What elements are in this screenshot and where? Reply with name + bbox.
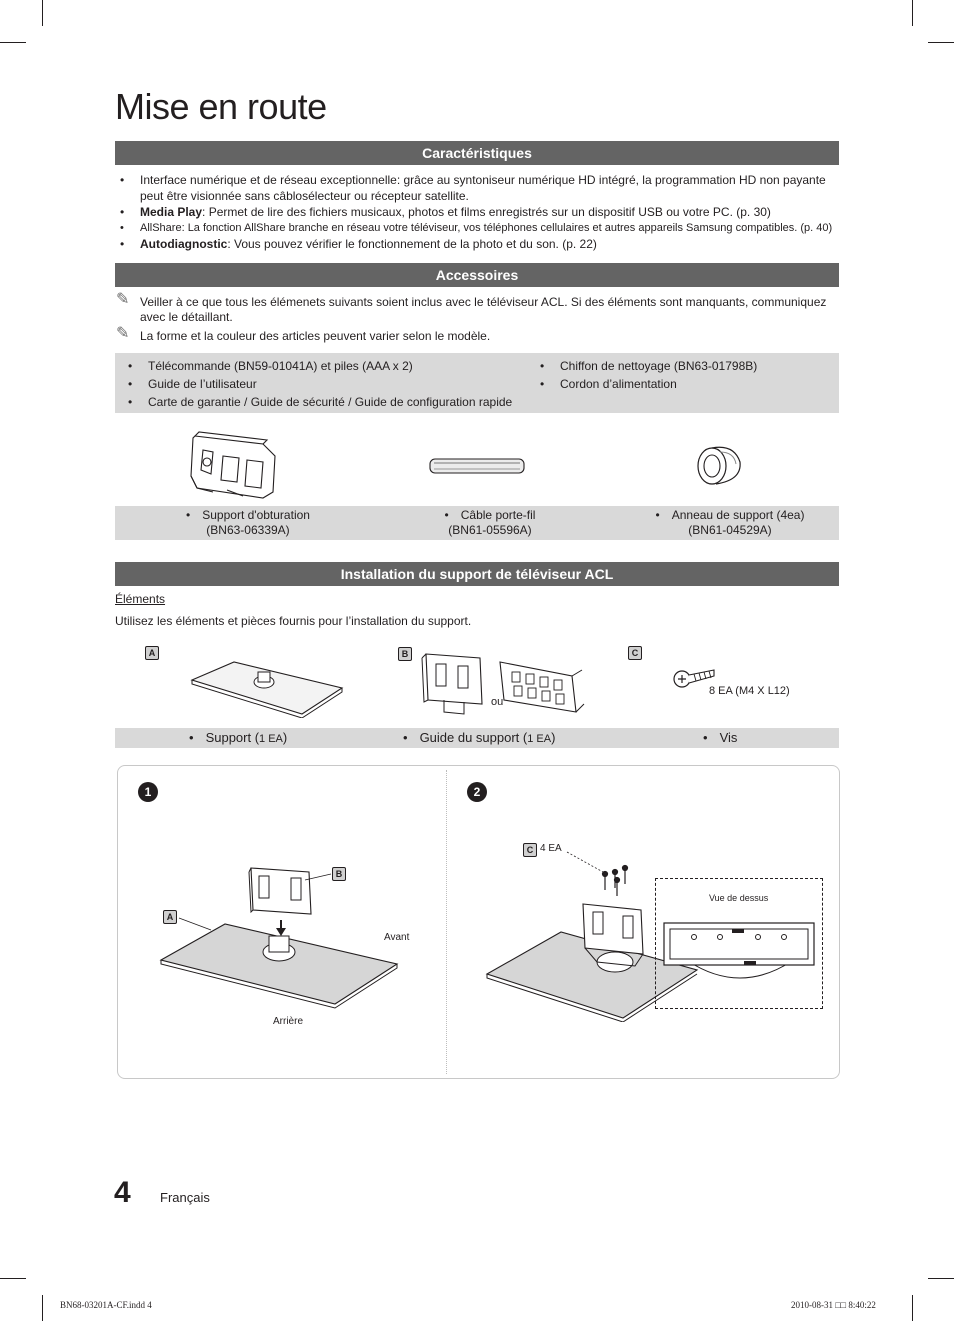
cover-bracket-icon: [183, 430, 283, 502]
crop-mark: [912, 1295, 913, 1321]
part-caption: • Câble porte-fil (BN61-05596A): [444, 508, 536, 537]
label-b-badge: B: [332, 867, 346, 881]
stand-guide-icon: [420, 650, 488, 718]
component-caption: • Guide du support (1 EA): [403, 730, 556, 745]
features-list: [120, 172, 840, 252]
list-item: • Autodiagnostic: Vous pouvez vérifier le fonctionnement de la photo et du son. (p. 22): [120, 236, 840, 252]
section-header-features: Caractéristiques: [115, 141, 839, 165]
note: ✎ La forme et la couleur des articles peuvent varier selon le modèle.: [116, 325, 491, 343]
stand-base-icon: [190, 658, 345, 718]
note: ✎ Veiller à ce que tous les élémenets suivants soient inclus avec le téléviseur ACL. Si des éléments sont manquants, communiquez avec le détaillant.: [116, 291, 827, 324]
label-c-badge: C: [523, 843, 537, 857]
screws-four-label: 4 EA: [540, 843, 562, 854]
component-caption: • Vis: [703, 730, 738, 745]
crop-mark: [912, 0, 913, 26]
list-item: • Media Play: Permet de lire des fichiers musicaux, photos et films enregistrés sur un dispositif USB ou votre PC. (p. 30): [120, 204, 840, 220]
part-caption: • Support d'obturation (BN63-06339A): [186, 508, 310, 537]
component-caption: • Support (1 EA): [189, 730, 288, 745]
front-label: Avant: [384, 932, 410, 943]
list-item: • Guide de l’utilisateur: [128, 375, 512, 393]
footer-file-name: BN68-03201A-CF.indd 4: [60, 1300, 152, 1310]
list-item: • AllShare: La fonction AllShare branche en réseau votre téléviseur, vos téléphones cellulaires et autres appareils Samsung compatibles. (p. 40): [120, 220, 840, 236]
stand-guide-alt-icon: [498, 658, 586, 718]
section-header-accessories: Accessoires: [115, 263, 839, 287]
crop-mark: [42, 0, 43, 26]
list-item: • Carte de garantie / Guide de sécurité / Guide de configuration rapide: [128, 393, 512, 411]
list-item: • Cordon d’alimentation: [540, 375, 757, 393]
rear-label: Arrière: [273, 1016, 304, 1027]
part-caption: • Anneau de support (4ea) (BN61-04529A): [655, 508, 805, 537]
step-1-badge: 1: [138, 782, 158, 802]
accessories-list-right: [540, 357, 757, 393]
list-item: • Interface numérique et de réseau exceptionnelle: grâce au syntoniseur numérique HD intégré, la programmation HD non payante peut être visionnée sans câblosélecteur ou récepteur satellite.: [120, 172, 840, 204]
crop-mark: [0, 1278, 26, 1279]
page-number: 4: [114, 1176, 131, 1209]
step-2-badge: 2: [467, 782, 487, 802]
footer-date: 2010-08-31 □□ 8:40:22: [791, 1300, 876, 1310]
crop-mark: [928, 42, 954, 43]
screw-quantity: 8 EA (M4 X L12): [709, 685, 790, 697]
step-1-illustration: [155, 860, 405, 1010]
list-item: • Chiffon de nettoyage (BN63-01798B): [540, 357, 757, 375]
intro-text: Utilisez les éléments et pièces fournis pour l’installation du support.: [115, 614, 472, 628]
crop-mark: [42, 1295, 43, 1321]
label-b-badge: B: [398, 647, 412, 661]
crop-mark: [0, 42, 26, 43]
top-view-illustration: [660, 915, 818, 985]
cable-holder-icon: [428, 455, 526, 477]
language-label: Français: [160, 1190, 210, 1205]
holder-ring-icon: [694, 440, 744, 488]
accessories-list-left: [128, 357, 512, 411]
or-label: ou: [491, 696, 504, 708]
pencil-note-icon: ✎: [116, 291, 130, 308]
top-view-label: Vue de dessus: [709, 893, 769, 903]
pencil-note-icon: ✎: [116, 325, 130, 342]
page-title: Mise en route: [115, 86, 327, 127]
subsection-title: Éléments: [115, 592, 166, 606]
crop-mark: [928, 1278, 954, 1279]
label-c-badge: C: [628, 646, 642, 660]
steps-divider: [446, 770, 447, 1074]
label-a-badge: A: [163, 910, 177, 924]
list-item: • Télécommande (BN59-01041A) et piles (AAA x 2): [128, 357, 512, 375]
section-header-installation: Installation du support de téléviseur ACL: [115, 562, 839, 586]
label-a-badge: A: [145, 646, 159, 660]
